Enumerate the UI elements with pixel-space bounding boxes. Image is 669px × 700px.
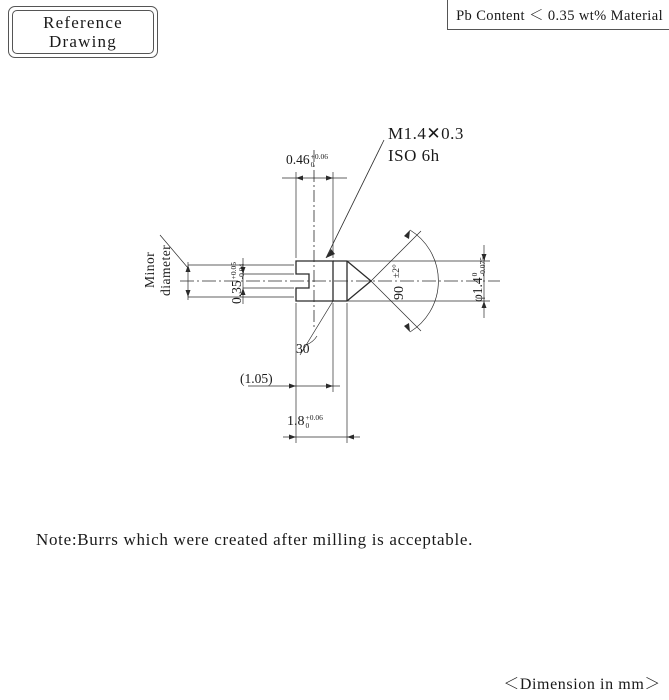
slot-width-tolerance	[230, 262, 245, 279]
slot-width-value: 0.35	[229, 280, 244, 304]
thread-callout-label: M1.4✕0.3	[388, 124, 464, 143]
arrow-head-length-right	[326, 176, 333, 181]
slot-width-tol-upper: +0.05	[229, 262, 239, 280]
total-length-tol-upper: +0.06	[305, 413, 323, 423]
total-length-tolerance	[306, 414, 323, 429]
note-text: Note:Burrs which were created after milling is acceptable.	[36, 530, 474, 549]
arrow-total-left	[289, 435, 296, 440]
head-length-dim	[286, 152, 328, 169]
point-angle-value: 90	[392, 286, 407, 300]
chamfer-angle-label: 30	[296, 341, 310, 356]
arrow-angle-upper	[404, 230, 410, 239]
total-length-dim	[287, 414, 323, 430]
head-length-tolerance	[311, 153, 328, 168]
arrow-head-length-left	[296, 176, 303, 181]
total-length-tol-lower: 0	[305, 420, 310, 430]
slot-width-tol-lower: -0.04	[236, 263, 246, 280]
total-length-value: 1.8	[287, 414, 305, 429]
diameter-dim	[470, 257, 487, 302]
minor-diameter-label-line2: diameter	[158, 244, 173, 296]
minor-diameter-label-line1: Minor	[142, 251, 157, 288]
arrow-minor-bottom	[186, 290, 191, 297]
thread-standard-label: ISO 6h	[388, 146, 440, 165]
reference-drawing-line1: Reference	[43, 12, 123, 32]
diameter-tol-upper: 0	[470, 272, 480, 277]
arrow-ref-right	[326, 384, 333, 389]
ref-length-label: (1.05)	[240, 371, 273, 386]
arrow-thread-callout	[326, 249, 335, 258]
reference-drawing-line2: Drawing	[49, 32, 117, 51]
head-length-tol-upper: +0.06	[310, 152, 328, 162]
point-angle-tolerance: ±2°	[392, 264, 402, 278]
diameter-value: φ1.4	[470, 277, 485, 302]
arrow-angle-lower	[404, 323, 410, 332]
arrow-ref-left	[289, 384, 296, 389]
diameter-tol-lower: -0.075	[477, 256, 487, 277]
slot-width-dim	[229, 262, 246, 304]
diameter-tolerance	[471, 257, 486, 276]
leader-thread-callout	[326, 140, 384, 258]
head-length-value: 0.46	[286, 152, 310, 167]
head-length-tol-lower: 0	[310, 159, 315, 169]
pb-content-note: Pb Content ＜ 0.35 wt% Material	[447, 0, 669, 30]
arrow-diameter-bottom	[482, 301, 487, 308]
arrow-total-right	[347, 435, 354, 440]
dimension-unit-note: ＜Dimension in mm＞	[503, 676, 661, 693]
